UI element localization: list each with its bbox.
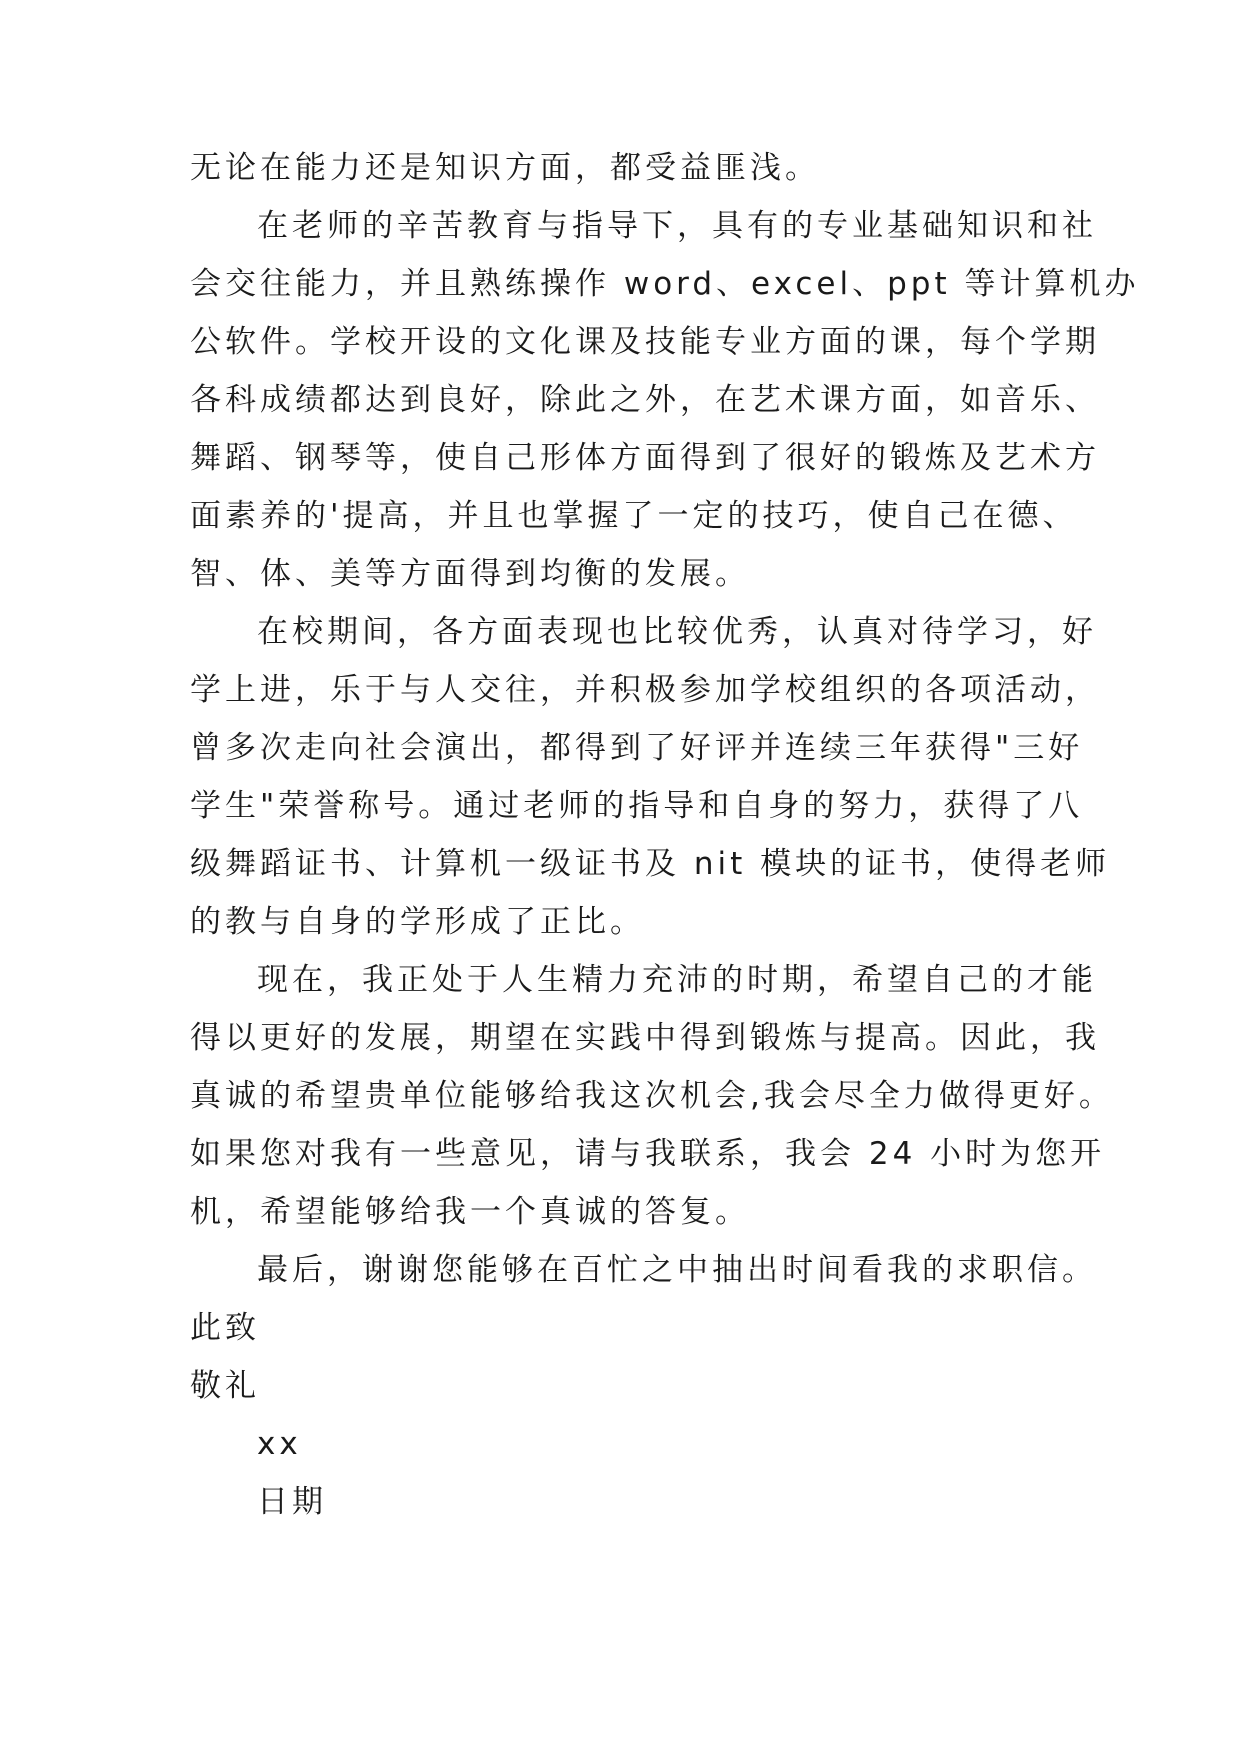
paragraph-line: 曾多次走向社会演出，都得到了好评并连续三年获得"三好 — [190, 730, 1084, 766]
paragraph-line: 机，希望能够给我一个真诚的答复。 — [190, 1194, 750, 1230]
closing-salutation: 此致 — [190, 1310, 260, 1346]
paragraph-line: 公软件。学校开设的文化课及技能专业方面的课，每个学期 — [190, 324, 1100, 360]
paragraph-line: 得以更好的发展，期望在实践中得到锻炼与提高。因此，我 — [190, 1020, 1100, 1056]
paragraph-line: 在老师的辛苦教育与指导下，具有的专业基础知识和社 — [257, 208, 1097, 244]
paragraph-line: 在校期间，各方面表现也比较优秀，认真对待学习，好 — [257, 614, 1097, 650]
paragraph-line: 各科成绩都达到良好，除此之外，在艺术课方面，如音乐、 — [190, 382, 1100, 418]
paragraph-line: 如果您对我有一些意见，请与我联系，我会 24 小时为您开 — [190, 1136, 1106, 1172]
paragraph-line: 学生"荣誉称号。通过老师的指导和自身的努力，获得了八 — [190, 788, 1084, 824]
closing-regards: 敬礼 — [190, 1368, 260, 1404]
paragraph-line: 最后，谢谢您能够在百忙之中抽出时间看我的求职信。 — [257, 1252, 1097, 1288]
paragraph-line: 真诚的希望贵单位能够给我这次机会,我会尽全力做得更好。 — [190, 1078, 1114, 1114]
paragraph-line: 智、体、美等方面得到均衡的发展。 — [190, 556, 750, 592]
paragraph-line: 级舞蹈证书、计算机一级证书及 nit 模块的证书，使得老师 — [190, 846, 1111, 882]
signature-name: xx — [257, 1426, 302, 1462]
paragraph-line: 无论在能力还是知识方面，都受益匪浅。 — [190, 150, 820, 186]
signature-date: 日期 — [257, 1484, 327, 1520]
paragraph-line: 面素养的'提高，并且也掌握了一定的技巧，使自己在德、 — [190, 498, 1078, 534]
paragraph-line: 学上进，乐于与人交往，并积极参加学校组织的各项活动， — [190, 672, 1100, 708]
paragraph-line: 会交往能力，并且熟练操作 word、excel、ppt 等计算机办 — [190, 266, 1140, 302]
paragraph-line: 的教与自身的学形成了正比。 — [190, 904, 645, 940]
paragraph-line: 舞蹈、钢琴等，使自己形体方面得到了很好的锻炼及艺术方 — [190, 440, 1100, 476]
paragraph-line: 现在，我正处于人生精力充沛的时期，希望自己的才能 — [257, 962, 1097, 998]
